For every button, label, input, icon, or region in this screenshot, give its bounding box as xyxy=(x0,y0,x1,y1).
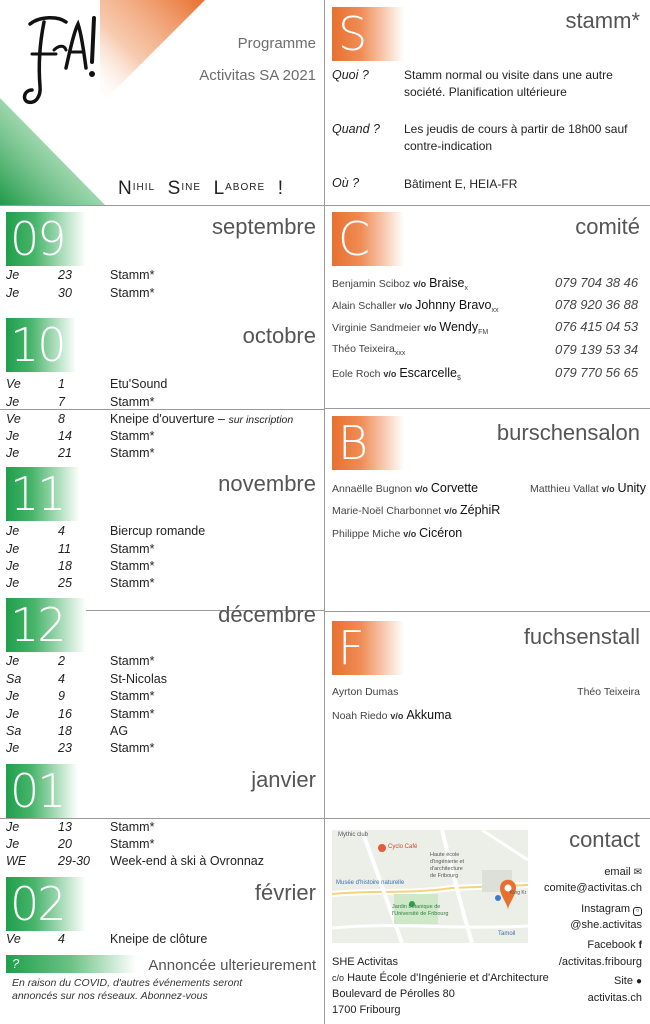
burschensalon-title: burschensalon xyxy=(496,420,640,445)
map[interactable] xyxy=(332,830,528,943)
announce-note-1: En raison du COVID, d'autres événements seront xyxy=(12,977,243,989)
comite-member: Virginie Sandmeier v/o Wendy$_{FM}$ xyxy=(332,320,489,337)
map-label-cyclo: Cyclo Café xyxy=(388,844,418,850)
stamm-title: stamm* xyxy=(565,8,640,33)
comite-member: Benjamin Sciboz v/o Braise$_x$ xyxy=(332,276,469,293)
motto: $N^{IHIL}$ $S^{INE}$ $L^{ABORE}$ ! xyxy=(118,178,284,199)
comite-member: Théo Teixeira$_{xxx}$ xyxy=(332,343,406,358)
quoi-text: Stamm normal ou visite dans une autre société. Planification ultérieure xyxy=(404,68,613,99)
quand-label: Quand ? xyxy=(332,122,380,136)
bursch-member: Philippe Miche v/o Cicéron xyxy=(332,526,463,540)
quoi-label: Quoi ? xyxy=(332,68,369,82)
program-subtitle: Activitas SA 2021 xyxy=(199,67,316,84)
map-label-king: King Kr xyxy=(510,890,527,896)
month-title: février xyxy=(254,880,316,905)
fuchs-member: Noah Riedo v/o Akkuma xyxy=(332,708,452,722)
site-label: Site ● xyxy=(613,975,642,987)
burschensalon-letter: B xyxy=(332,416,404,470)
divider-header xyxy=(0,205,650,206)
month-title: octobre xyxy=(242,323,316,348)
email-label: email ✉ xyxy=(604,866,642,878)
fuchsenstall-letter: F xyxy=(332,621,404,675)
co-mark: c/o xyxy=(332,973,345,983)
month-number-box: 11 xyxy=(6,467,80,521)
month-number-box: 09 xyxy=(6,212,86,266)
comite-phone[interactable]: 079 770 56 65 xyxy=(555,365,639,380)
comite-phone[interactable]: 076 415 04 53 xyxy=(555,319,639,334)
envelope-icon: ✉ xyxy=(633,867,642,878)
map-label-mythic: Mythic club xyxy=(338,832,369,838)
globe-icon: ● xyxy=(635,976,642,987)
month-title: décembre xyxy=(218,602,316,627)
facebook-icon: f xyxy=(638,940,642,951)
announce-bar xyxy=(6,955,136,973)
comite-title: comité xyxy=(575,214,640,239)
map-label-musee: Musée d'histoire naturelle xyxy=(336,880,405,886)
comite-phone[interactable]: 079 139 53 34 xyxy=(555,342,639,357)
map-label-jardin: Jardin botanique de l'Université de Fribourg xyxy=(392,904,449,917)
comite-member: Alain Schaller v/o Johnny Bravo$_{xx}$ xyxy=(332,298,499,315)
map-label-haute: Haute école d'ingénierie et d'architecture de Fribourg xyxy=(430,852,465,879)
fuchsenstall-title: fuchsenstall xyxy=(523,624,640,649)
facebook-label: Facebook f xyxy=(587,939,642,951)
month-title: septembre xyxy=(212,214,316,239)
divider-right-1 xyxy=(325,408,650,409)
map-drawing xyxy=(332,830,528,943)
ou-label: Où ? xyxy=(332,176,360,190)
comite-phone[interactable]: 078 920 36 88 xyxy=(555,297,639,312)
announce-note-2: annoncés sur nos réseaux. Abonnez-vous xyxy=(12,990,208,1002)
month-number-box: 01 xyxy=(6,764,78,818)
bursch-member: Matthieu Vallat v/o Unity xyxy=(530,481,647,495)
divider-left-jan xyxy=(0,818,324,819)
bursch-member: Marie-Noël Charbonnet v/o ZéphiR xyxy=(332,503,501,517)
month-number-box: 12 xyxy=(6,598,86,652)
ou-text: Bâtiment E, HEIA-FR xyxy=(404,177,518,191)
contact-title: contact xyxy=(569,827,640,852)
map-label-tamoil: Tamoil xyxy=(498,931,516,937)
quand-text: Les jeudis de cours à partir de 18h00 sauf contre-indication xyxy=(404,122,628,153)
site-link[interactable]: activitas.ch xyxy=(587,992,642,1004)
fuchs-member: Théo Teixeira xyxy=(577,686,640,698)
fuchs-member: Ayrton Dumas xyxy=(332,686,399,698)
logo-signature xyxy=(18,10,100,110)
comite-member: Eole Roch v/o Escarcelle$_{\$}$ xyxy=(332,366,461,383)
divider-right-2 xyxy=(325,611,650,612)
divider-left-oct xyxy=(0,409,324,410)
instagram-link[interactable]: @she.activitas xyxy=(570,919,642,931)
comite-phone[interactable]: 079 704 38 46 xyxy=(555,275,639,290)
stamm-letter: S xyxy=(332,7,404,61)
announce-mark: ? xyxy=(12,956,20,971)
address: SHE Activitas c/o Haute École d'Ingénierie et d'Architecture Boulevard de Pérolles 80 1700 Fribourg xyxy=(332,956,549,1016)
month-number-box: 02 xyxy=(6,877,86,931)
bursch-member: Annaëlle Bugnon v/o Corvette xyxy=(332,481,479,495)
comite-letter: C xyxy=(332,212,404,266)
month-number-box: 10 xyxy=(6,318,76,372)
month-title: novembre xyxy=(218,471,316,496)
vertical-divider xyxy=(324,0,325,1024)
email-link[interactable]: comite@activitas.ch xyxy=(544,882,642,894)
facebook-link[interactable]: /activitas.fribourg xyxy=(558,956,642,968)
program-title: Programme xyxy=(237,35,316,52)
instagram-label: Instagram ○ xyxy=(581,903,642,916)
instagram-icon: ○ xyxy=(633,907,642,916)
month-title: janvier xyxy=(251,767,316,792)
logo xyxy=(18,10,100,110)
announce-label: Annoncée ulterieurement xyxy=(148,957,316,974)
